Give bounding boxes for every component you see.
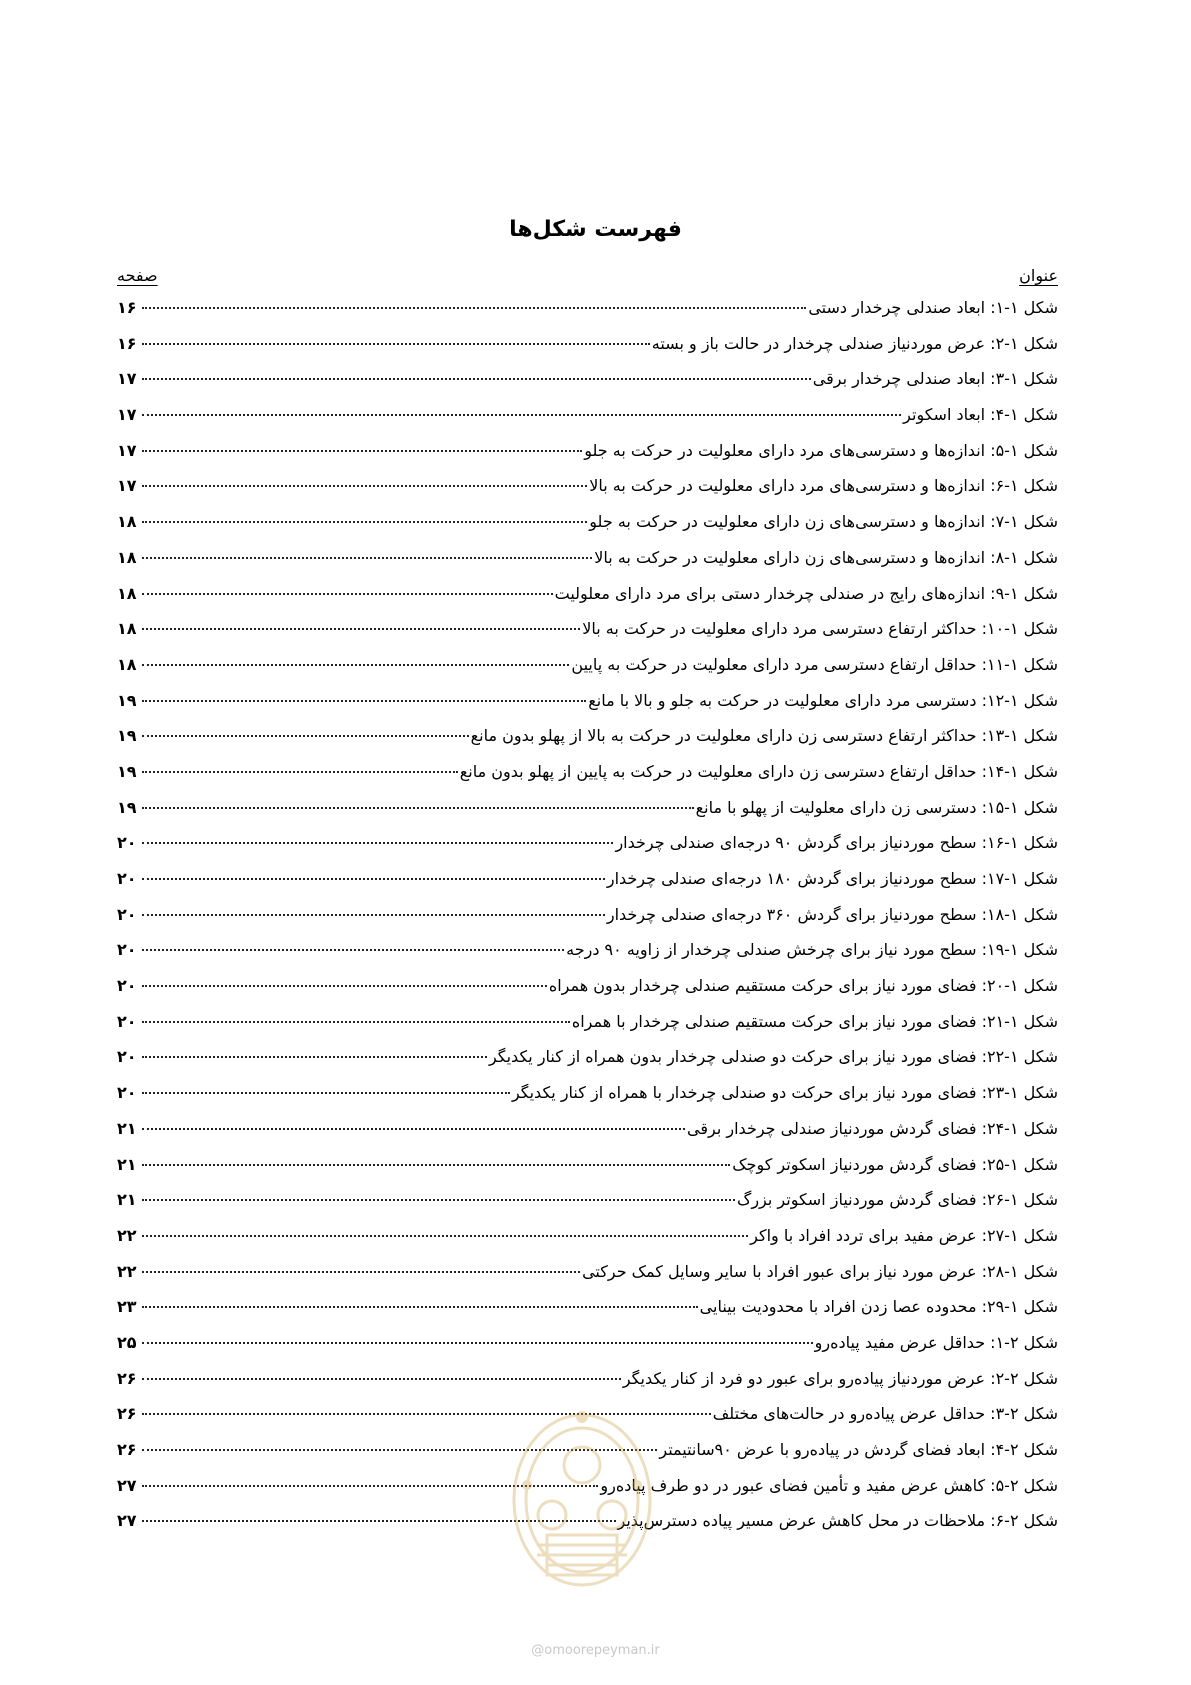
- dot-leader: [142, 593, 553, 595]
- figure-entry: [117, 726, 1058, 762]
- figure-entry-page-number: ۲۷: [117, 1475, 137, 1495]
- dot-leader: [142, 1413, 711, 1415]
- figure-entry: [117, 940, 1058, 976]
- figure-entry-page-number: ۲۶: [117, 1440, 137, 1459]
- figure-entry-page-number: ۲۲: [117, 1261, 137, 1281]
- dot-leader: [142, 1021, 570, 1023]
- figure-entry: [117, 976, 1058, 1012]
- figure-entry: [117, 512, 1058, 548]
- figure-entry-page-number: ۲۱: [117, 1118, 137, 1138]
- figure-entry: [117, 441, 1058, 477]
- figure-entry-page-number: ۱۸: [117, 654, 137, 674]
- dot-leader: [142, 1485, 598, 1487]
- page-title: فهرست شکل‌ها: [509, 217, 682, 242]
- figure-entry-page-number: ۲۰: [117, 976, 137, 996]
- figure-entry-page-number: ۱۹: [117, 761, 137, 781]
- figure-entry-title: شکل ۱-۵: اندازه‌ها و دسترسی‌های مرد دارای معلولیت در حرکت به جلو: [584, 440, 1058, 460]
- figure-entry-page-number: ۲۱: [117, 1190, 137, 1210]
- figure-entry-page-number: ۱۸: [117, 512, 137, 532]
- dot-leader: [142, 307, 806, 309]
- figure-entry-page-number: ۱۹: [117, 690, 137, 710]
- figure-entry: [117, 584, 1058, 620]
- figure-entry: [117, 548, 1058, 584]
- column-header-title: عنوان: [1019, 266, 1058, 285]
- figure-entry: [117, 905, 1058, 941]
- dot-leader: [142, 1056, 487, 1058]
- figure-entry-title: شکل ۱-۱۸: سطح موردنیاز برای گردش ۳۶۰ درجه‌ای صندلی چرخدار: [606, 904, 1058, 924]
- figure-entry: [117, 1440, 1058, 1476]
- figure-entry-title: شکل ۱-۱۵: دسترسی زن دارای معلولیت از پهلو با مانع: [695, 797, 1058, 817]
- figure-entry-page-number: ۲۰: [117, 1011, 137, 1031]
- figure-entry-page-number: ۱۸: [117, 547, 137, 567]
- dot-leader: [142, 485, 587, 487]
- figure-entry: [117, 1190, 1058, 1226]
- figure-entry-title: شکل ۱-۲۸: عرض مورد نیاز برای عبور افراد با سایر وسایل کمک حرکتی: [582, 1261, 1058, 1281]
- figure-list: [117, 298, 1058, 1547]
- figure-entry-title: شکل ۱-۱۹: سطح مورد نیاز برای چرخش صندلی چرخدار از زاویه ۹۰ درجه: [566, 940, 1058, 960]
- figure-entry-page-number: ۲۶: [117, 1368, 137, 1388]
- figure-entry-title: شکل ۱-۲۲: فضای مورد نیاز برای حرکت دو صندلی چرخدار بدون همراه از کنار یکدیگر: [488, 1047, 1058, 1067]
- figure-entry-title: شکل ۲-۱: حداقل عرض مفید پیاده‌رو: [814, 1332, 1058, 1352]
- figure-entry: [117, 1476, 1058, 1512]
- dot-leader: [142, 1306, 698, 1308]
- dot-leader: [142, 807, 694, 809]
- figure-entry-page-number: ۱۷: [117, 369, 137, 389]
- dot-leader: [142, 378, 811, 380]
- dot-leader: [142, 700, 586, 702]
- dot-leader: [142, 735, 469, 737]
- figure-entry-title: شکل ۱-۴: ابعاد اسکوتر: [903, 405, 1058, 425]
- figure-entry-page-number: ۲۰: [117, 1047, 137, 1067]
- figure-entry-title: شکل ۱-۲۴: فضای گردش موردنیاز صندلی چرخدار برقی: [687, 1118, 1058, 1138]
- figure-entry-title: شکل ۲-۶: ملاحظات در محل کاهش عرض مسیر پیاده دسترس‌پذیر: [617, 1511, 1058, 1531]
- figure-entry-title: شکل ۱-۲۰: فضای مورد نیاز برای حرکت مستقیم صندلی چرخدار بدون همراه: [548, 976, 1058, 996]
- dot-leader: [142, 985, 547, 987]
- figure-entry: [117, 298, 1058, 334]
- figure-entry-title: شکل ۱-۱۶: سطح موردنیاز برای گردش ۹۰ درجه‌ای صندلی چرخدار: [615, 833, 1058, 853]
- figure-entry-page-number: ۲۲: [117, 1225, 137, 1245]
- dot-leader: [142, 414, 901, 416]
- figure-entry: [117, 1226, 1058, 1262]
- figure-entry-page-number: ۱۸: [117, 583, 137, 603]
- figure-entry-page-number: ۲۵: [117, 1332, 137, 1352]
- figure-entry-title: شکل ۱-۲۹: محدوده عصا زدن افراد با محدودیت بینایی: [699, 1297, 1058, 1317]
- figure-entry: [117, 1012, 1058, 1048]
- figure-entry-title: شکل ۲-۳: حداقل عرض پیاده‌رو در حالت‌های مختلف: [712, 1404, 1058, 1424]
- dot-leader: [142, 521, 587, 523]
- figure-entry: [117, 691, 1058, 727]
- figure-entry-title: شکل ۱-۱۰: حداکثر ارتفاع دسترسی مرد دارای معلولیت در حرکت به بالا: [582, 619, 1058, 639]
- figure-entry-page-number: ۱۹: [117, 797, 137, 817]
- figure-entry-title: شکل ۲-۴: ابعاد فضای گردش در پیاده‌رو با عرض ۹۰سانتیمتر: [659, 1440, 1058, 1459]
- figure-entry-title: شکل ۱-۷: اندازه‌ها و دسترسی‌های زن دارای معلولیت در حرکت به جلو: [589, 512, 1058, 532]
- figure-entry-title: شکل ۱-۱۷: سطح موردنیاز برای گردش ۱۸۰ درجه‌ای صندلی چرخدار: [606, 869, 1058, 888]
- dot-leader: [142, 343, 650, 345]
- figure-entry-title: شکل ۱-۳: ابعاد صندلی چرخدار برقی: [812, 369, 1058, 389]
- figure-entry-title: شکل ۱-۶: اندازه‌ها و دسترسی‌های مرد دارای معلولیت در حرکت به بالا: [589, 476, 1058, 496]
- figure-entry-title: شکل ۱-۲۷: عرض مفید برای تردد افراد با واکر: [750, 1225, 1058, 1245]
- figure-entry-title: شکل ۲-۲: عرض موردنیاز پیاده‌رو برای عبور دو فرد از کنار یکدیگر: [622, 1368, 1058, 1388]
- figure-entry-title: شکل ۱-۹: اندازه‌های رایج در صندلی چرخدار دستی برای مرد دارای معلولیت: [554, 583, 1058, 603]
- dot-leader: [142, 1092, 510, 1094]
- figure-entry: [117, 869, 1058, 905]
- figure-entry-page-number: ۱۷: [117, 405, 137, 425]
- figure-entry-page-number: ۱۹: [117, 726, 137, 746]
- dot-leader: [142, 1128, 685, 1130]
- dot-leader: [142, 771, 458, 773]
- dot-leader: [142, 628, 580, 630]
- figure-entry: [117, 334, 1058, 370]
- figure-entry-title: شکل ۱-۲۳: فضای مورد نیاز برای حرکت دو صندلی چرخدار با همراه از کنار یکدیگر: [511, 1083, 1058, 1103]
- figure-entry-page-number: ۲۱: [117, 1154, 137, 1174]
- figure-entry: [117, 1333, 1058, 1369]
- figure-entry: [117, 405, 1058, 441]
- figure-entry-page-number: ۲۷: [117, 1511, 137, 1531]
- dot-leader: [142, 1342, 813, 1344]
- figure-entry: [117, 1155, 1058, 1191]
- dot-leader: [142, 1164, 730, 1166]
- figure-entry-title: شکل ۱-۱۴: حداقل ارتفاع دسترسی زن دارای معلولیت در حرکت به پایین از پهلو بدون مانع: [459, 761, 1058, 781]
- figure-entry: [117, 1297, 1058, 1333]
- figure-entry-page-number: ۲۰: [117, 940, 137, 960]
- figure-entry-title: شکل ۱-۲۵: فضای گردش موردنیاز اسکوتر کوچک: [732, 1154, 1058, 1174]
- figure-entry: [117, 798, 1058, 834]
- figure-entry: [117, 833, 1058, 869]
- dot-leader: [142, 1378, 621, 1380]
- dot-leader: [142, 557, 592, 559]
- dot-leader: [142, 1199, 735, 1201]
- dot-leader: [142, 1520, 616, 1522]
- figure-entry-title: شکل ۱-۲۱: فضای مورد نیاز برای حرکت مستقیم صندلی چرخدار با همراه: [571, 1011, 1058, 1031]
- figure-entry-page-number: ۲۰: [117, 833, 137, 853]
- figure-entry: [117, 619, 1058, 655]
- figure-entry: [117, 1369, 1058, 1405]
- column-header-page: صفحه: [117, 266, 158, 285]
- figure-entry-title: شکل ۱-۱: ابعاد صندلی چرخدار دستی: [808, 298, 1058, 317]
- figure-entry-page-number: ۲۰: [117, 869, 137, 888]
- figure-entry-page-number: ۲۶: [117, 1404, 137, 1424]
- figure-entry: [117, 1047, 1058, 1083]
- figure-entry-page-number: ۱۶: [117, 298, 137, 317]
- figure-entry: [117, 655, 1058, 691]
- figure-entry-page-number: ۲۰: [117, 1083, 137, 1103]
- dot-leader: [142, 664, 569, 666]
- figure-entry-title: شکل ۱-۱۳: حداکثر ارتفاع دسترسی زن دارای معلولیت در حرکت به بالا از پهلو بدون مانع: [470, 726, 1058, 746]
- figure-entry: [117, 476, 1058, 512]
- figure-entry: [117, 1083, 1058, 1119]
- figure-entry: [117, 1119, 1058, 1155]
- figure-entry-title: شکل ۱-۱۱: حداقل ارتفاع دسترسی مرد دارای معلولیت در حرکت به پایین: [571, 654, 1058, 674]
- figure-entry-page-number: ۲۳: [117, 1297, 137, 1317]
- figure-entry: [117, 762, 1058, 798]
- figure-entry: [117, 1262, 1058, 1298]
- figure-entry-page-number: ۱۷: [117, 476, 137, 496]
- figure-entry-page-number: ۱۷: [117, 440, 137, 460]
- dot-leader: [142, 1449, 657, 1451]
- watermark-url: @omoorepeyman.ir: [531, 1643, 660, 1658]
- figure-entry-title: شکل ۱-۸: اندازه‌ها و دسترسی‌های زن دارای معلولیت در حرکت به بالا: [594, 547, 1058, 567]
- figure-entry-title: شکل ۱-۲: عرض موردنیاز صندلی چرخدار در حالت باز و بسته: [651, 333, 1058, 353]
- figure-entry: [117, 1404, 1058, 1440]
- dot-leader: [142, 914, 605, 916]
- dot-leader: [142, 842, 613, 844]
- figure-entry-page-number: ۲۰: [117, 904, 137, 924]
- figure-entry-title: شکل ۱-۲۶: فضای گردش موردنیاز اسکوتر بزرگ: [737, 1190, 1058, 1210]
- figure-entry-page-number: ۱۸: [117, 619, 137, 639]
- dot-leader: [142, 878, 605, 880]
- figure-entry: [117, 1511, 1058, 1547]
- figure-entry-page-number: ۱۶: [117, 333, 137, 353]
- figure-entry: [117, 369, 1058, 405]
- figure-entry-title: شکل ۲-۵: کاهش عرض مفید و تأمین فضای عبور در دو طرف پیاده‌رو: [600, 1475, 1058, 1495]
- figure-entry-title: شکل ۱-۱۲: دسترسی مرد دارای معلولیت در حرکت به جلو و بالا با مانع: [588, 690, 1058, 710]
- dot-leader: [142, 450, 582, 452]
- dot-leader: [142, 1271, 580, 1273]
- dot-leader: [142, 1235, 748, 1237]
- dot-leader: [142, 949, 564, 951]
